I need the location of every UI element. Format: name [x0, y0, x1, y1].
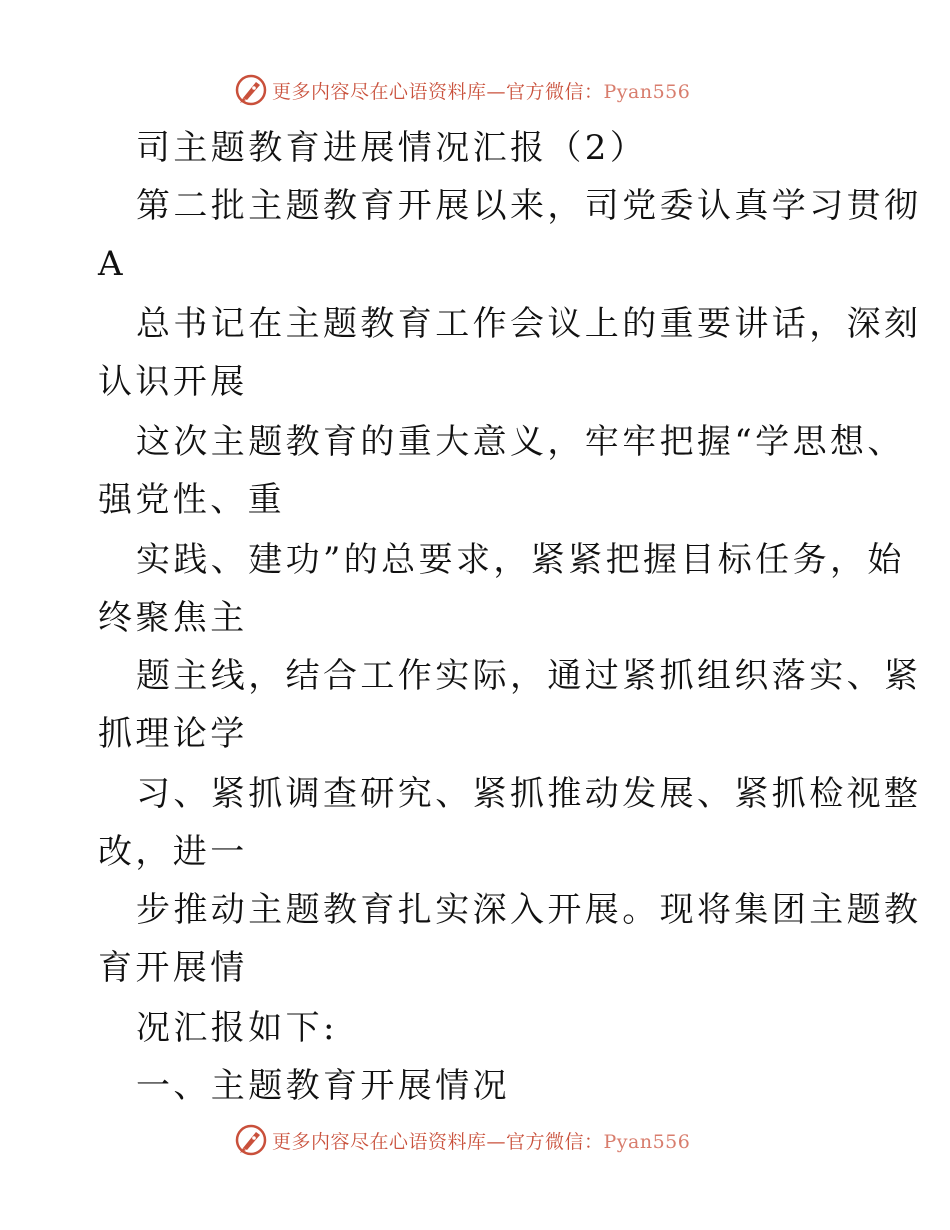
watermark-wechat-id: Pyan556	[603, 1130, 691, 1153]
document-title: 司主题教育进展情况汇报（2）	[136, 128, 648, 168]
paragraph-line: 总书记在主题教育工作会议上的重要讲话，深刻	[136, 304, 922, 344]
paragraph-line: A	[98, 244, 126, 284]
paragraph-line: 步推动主题教育扎实深入开展。现将集团主题教	[136, 890, 922, 930]
watermark-wechat-id: Pyan556	[603, 80, 691, 103]
paragraph-line: 题主线，结合工作实际，通过紧抓组织落实、紧	[136, 656, 922, 696]
paragraph-line: 习、紧抓调查研究、紧抓推动发展、紧抓检视整	[136, 774, 922, 814]
paragraph-line: 改，进一	[98, 832, 248, 872]
paragraph-line: 抓理论学	[98, 714, 248, 754]
quill-pen-icon	[234, 73, 268, 107]
paragraph-line: 这次主题教育的重大意义，牢牢把握“学思想、	[136, 422, 905, 462]
watermark-banner-bottom	[234, 1123, 690, 1157]
paragraph-line: 认识开展	[98, 362, 248, 402]
watermark-text: 更多内容尽在心语资料库—官方微信：	[272, 1130, 604, 1153]
paragraph-line: 终聚焦主	[98, 598, 248, 638]
paragraph-line: 实践、建功”的总要求，紧紧把握目标任务，始	[136, 540, 905, 580]
paragraph-line: 强党性、重	[98, 480, 285, 520]
paragraph-line: 况汇报如下:	[136, 1008, 338, 1048]
watermark-banner-top	[234, 73, 690, 107]
paragraph-line: 育开展情	[98, 948, 248, 988]
section-heading: 一、主题教育开展情况	[136, 1066, 510, 1106]
watermark-text: 更多内容尽在心语资料库—官方微信：	[272, 80, 604, 103]
quill-pen-icon	[234, 1123, 268, 1157]
paragraph-line: 第二批主题教育开展以来，司党委认真学习贯彻	[136, 186, 922, 226]
